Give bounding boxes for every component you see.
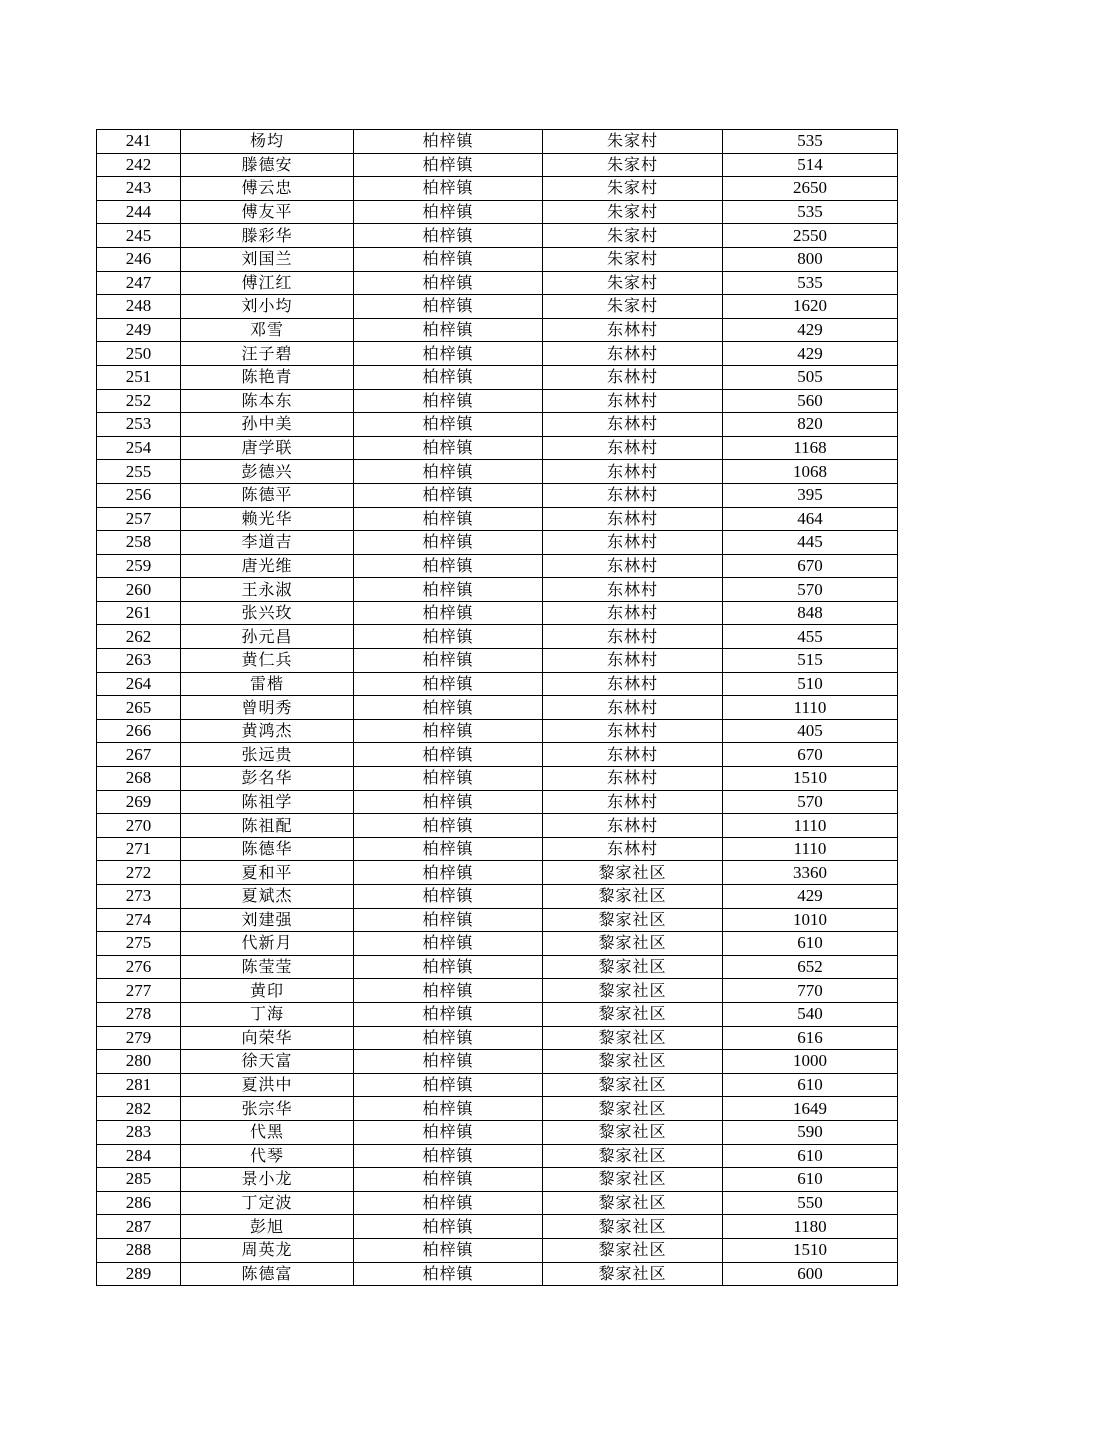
table-row — [97, 861, 898, 885]
table-row — [97, 790, 898, 814]
amount-cell: 610 — [723, 1144, 898, 1168]
village-cell: 黎家社区 — [543, 1002, 723, 1026]
village-cell: 黎家社区 — [543, 908, 723, 932]
row-number-cell: 268 — [97, 767, 181, 791]
village-cell: 朱家村 — [543, 130, 723, 154]
town-cell: 柏梓镇 — [354, 130, 543, 154]
row-number-cell: 267 — [97, 743, 181, 767]
village-cell: 东林村 — [543, 578, 723, 602]
name-cell: 傅云忠 — [181, 177, 354, 201]
amount-cell: 1510 — [723, 767, 898, 791]
row-number-cell: 255 — [97, 460, 181, 484]
row-number-cell: 263 — [97, 649, 181, 673]
row-number-cell: 245 — [97, 224, 181, 248]
row-number-cell: 251 — [97, 365, 181, 389]
amount-cell: 1649 — [723, 1097, 898, 1121]
table-row — [97, 696, 898, 720]
amount-cell: 1510 — [723, 1238, 898, 1262]
row-number-cell: 286 — [97, 1191, 181, 1215]
amount-cell: 820 — [723, 413, 898, 437]
row-number-cell: 269 — [97, 790, 181, 814]
name-cell: 黄鸿杰 — [181, 719, 354, 743]
table-row — [97, 531, 898, 555]
name-cell: 向荣华 — [181, 1026, 354, 1050]
amount-cell: 535 — [723, 130, 898, 154]
town-cell: 柏梓镇 — [354, 578, 543, 602]
amount-cell: 610 — [723, 932, 898, 956]
table-row — [97, 1238, 898, 1262]
row-number-cell: 252 — [97, 389, 181, 413]
village-cell: 东林村 — [543, 389, 723, 413]
row-number-cell: 289 — [97, 1262, 181, 1286]
name-cell: 丁定波 — [181, 1191, 354, 1215]
amount-cell: 505 — [723, 365, 898, 389]
amount-cell: 570 — [723, 578, 898, 602]
village-cell: 东林村 — [543, 837, 723, 861]
town-cell: 柏梓镇 — [354, 1026, 543, 1050]
amount-cell: 395 — [723, 483, 898, 507]
village-cell: 东林村 — [543, 743, 723, 767]
row-number-cell: 264 — [97, 672, 181, 696]
name-cell: 张兴玫 — [181, 601, 354, 625]
table-row — [97, 153, 898, 177]
village-cell: 朱家村 — [543, 224, 723, 248]
row-number-cell: 276 — [97, 955, 181, 979]
row-number-cell: 280 — [97, 1050, 181, 1074]
town-cell: 柏梓镇 — [354, 696, 543, 720]
table-row — [97, 1144, 898, 1168]
row-number-cell: 283 — [97, 1120, 181, 1144]
village-cell: 黎家社区 — [543, 1215, 723, 1239]
data-table — [96, 129, 898, 1286]
name-cell: 曾明秀 — [181, 696, 354, 720]
village-cell: 黎家社区 — [543, 1238, 723, 1262]
village-cell: 黎家社区 — [543, 979, 723, 1003]
table-row — [97, 1050, 898, 1074]
town-cell: 柏梓镇 — [354, 979, 543, 1003]
name-cell: 彭旭 — [181, 1215, 354, 1239]
table-row — [97, 908, 898, 932]
town-cell: 柏梓镇 — [354, 483, 543, 507]
row-number-cell: 288 — [97, 1238, 181, 1262]
amount-cell: 670 — [723, 743, 898, 767]
table-row — [97, 271, 898, 295]
town-cell: 柏梓镇 — [354, 413, 543, 437]
name-cell: 陈艳青 — [181, 365, 354, 389]
village-cell: 东林村 — [543, 649, 723, 673]
amount-cell: 770 — [723, 979, 898, 1003]
row-number-cell: 271 — [97, 837, 181, 861]
town-cell: 柏梓镇 — [354, 625, 543, 649]
amount-cell: 510 — [723, 672, 898, 696]
town-cell: 柏梓镇 — [354, 1050, 543, 1074]
table-row — [97, 649, 898, 673]
town-cell: 柏梓镇 — [354, 885, 543, 909]
name-cell: 傅江红 — [181, 271, 354, 295]
amount-cell: 535 — [723, 271, 898, 295]
village-cell: 东林村 — [543, 531, 723, 555]
town-cell: 柏梓镇 — [354, 767, 543, 791]
row-number-cell: 254 — [97, 436, 181, 460]
amount-cell: 535 — [723, 200, 898, 224]
town-cell: 柏梓镇 — [354, 672, 543, 696]
village-cell: 朱家村 — [543, 153, 723, 177]
table-row — [97, 460, 898, 484]
table-row — [97, 318, 898, 342]
row-number-cell: 261 — [97, 601, 181, 625]
table-row — [97, 224, 898, 248]
name-cell: 汪子碧 — [181, 342, 354, 366]
row-number-cell: 279 — [97, 1026, 181, 1050]
town-cell: 柏梓镇 — [354, 719, 543, 743]
town-cell: 柏梓镇 — [354, 153, 543, 177]
row-number-cell: 270 — [97, 814, 181, 838]
amount-cell: 550 — [723, 1191, 898, 1215]
row-number-cell: 242 — [97, 153, 181, 177]
town-cell: 柏梓镇 — [354, 342, 543, 366]
name-cell: 刘国兰 — [181, 247, 354, 271]
town-cell: 柏梓镇 — [354, 601, 543, 625]
village-cell: 黎家社区 — [543, 1026, 723, 1050]
name-cell: 景小龙 — [181, 1168, 354, 1192]
town-cell: 柏梓镇 — [354, 554, 543, 578]
name-cell: 夏和平 — [181, 861, 354, 885]
table-row — [97, 1191, 898, 1215]
town-cell: 柏梓镇 — [354, 531, 543, 555]
village-cell: 东林村 — [543, 436, 723, 460]
amount-cell: 610 — [723, 1073, 898, 1097]
name-cell: 邓雪 — [181, 318, 354, 342]
village-cell: 东林村 — [543, 672, 723, 696]
row-number-cell: 282 — [97, 1097, 181, 1121]
table-row — [97, 200, 898, 224]
table-row — [97, 672, 898, 696]
row-number-cell: 257 — [97, 507, 181, 531]
village-cell: 黎家社区 — [543, 932, 723, 956]
town-cell: 柏梓镇 — [354, 1002, 543, 1026]
amount-cell: 1180 — [723, 1215, 898, 1239]
town-cell: 柏梓镇 — [354, 1238, 543, 1262]
town-cell: 柏梓镇 — [354, 790, 543, 814]
amount-cell: 800 — [723, 247, 898, 271]
name-cell: 孙中美 — [181, 413, 354, 437]
row-number-cell: 262 — [97, 625, 181, 649]
name-cell: 丁海 — [181, 1002, 354, 1026]
village-cell: 朱家村 — [543, 247, 723, 271]
amount-cell: 560 — [723, 389, 898, 413]
row-number-cell: 249 — [97, 318, 181, 342]
town-cell: 柏梓镇 — [354, 743, 543, 767]
row-number-cell: 247 — [97, 271, 181, 295]
amount-cell: 570 — [723, 790, 898, 814]
name-cell: 刘小均 — [181, 295, 354, 319]
name-cell: 黄仁兵 — [181, 649, 354, 673]
village-cell: 黎家社区 — [543, 861, 723, 885]
amount-cell: 429 — [723, 885, 898, 909]
name-cell: 唐光维 — [181, 554, 354, 578]
table-row — [97, 130, 898, 154]
row-number-cell: 265 — [97, 696, 181, 720]
town-cell: 柏梓镇 — [354, 1073, 543, 1097]
table-row — [97, 955, 898, 979]
village-cell: 东林村 — [543, 483, 723, 507]
table-row — [97, 625, 898, 649]
village-cell: 黎家社区 — [543, 885, 723, 909]
village-cell: 东林村 — [543, 365, 723, 389]
table-row — [97, 1120, 898, 1144]
village-cell: 东林村 — [543, 767, 723, 791]
village-cell: 东林村 — [543, 413, 723, 437]
name-cell: 徐天富 — [181, 1050, 354, 1074]
town-cell: 柏梓镇 — [354, 389, 543, 413]
row-number-cell: 266 — [97, 719, 181, 743]
name-cell: 唐学联 — [181, 436, 354, 460]
table-row — [97, 932, 898, 956]
row-number-cell: 244 — [97, 200, 181, 224]
table-row — [97, 719, 898, 743]
amount-cell: 3360 — [723, 861, 898, 885]
row-number-cell: 256 — [97, 483, 181, 507]
town-cell: 柏梓镇 — [354, 1120, 543, 1144]
name-cell: 李道吉 — [181, 531, 354, 555]
town-cell: 柏梓镇 — [354, 200, 543, 224]
table-row — [97, 554, 898, 578]
village-cell: 黎家社区 — [543, 1120, 723, 1144]
name-cell: 陈祖学 — [181, 790, 354, 814]
town-cell: 柏梓镇 — [354, 837, 543, 861]
name-cell: 代黑 — [181, 1120, 354, 1144]
amount-cell: 1068 — [723, 460, 898, 484]
table-row — [97, 1073, 898, 1097]
name-cell: 夏洪中 — [181, 1073, 354, 1097]
table-row — [97, 743, 898, 767]
name-cell: 代新月 — [181, 932, 354, 956]
town-cell: 柏梓镇 — [354, 1262, 543, 1286]
name-cell: 杨均 — [181, 130, 354, 154]
row-number-cell: 243 — [97, 177, 181, 201]
name-cell: 王永淑 — [181, 578, 354, 602]
amount-cell: 429 — [723, 342, 898, 366]
amount-cell: 590 — [723, 1120, 898, 1144]
town-cell: 柏梓镇 — [354, 861, 543, 885]
table-row — [97, 885, 898, 909]
village-cell: 东林村 — [543, 460, 723, 484]
name-cell: 张远贵 — [181, 743, 354, 767]
village-cell: 黎家社区 — [543, 1050, 723, 1074]
village-cell: 朱家村 — [543, 200, 723, 224]
amount-cell: 405 — [723, 719, 898, 743]
name-cell: 代琴 — [181, 1144, 354, 1168]
amount-cell: 610 — [723, 1168, 898, 1192]
town-cell: 柏梓镇 — [354, 365, 543, 389]
village-cell: 东林村 — [543, 601, 723, 625]
town-cell: 柏梓镇 — [354, 271, 543, 295]
name-cell: 刘建强 — [181, 908, 354, 932]
village-cell: 黎家社区 — [543, 1262, 723, 1286]
amount-cell: 616 — [723, 1026, 898, 1050]
row-number-cell: 258 — [97, 531, 181, 555]
name-cell: 周英龙 — [181, 1238, 354, 1262]
name-cell: 陈本东 — [181, 389, 354, 413]
village-cell: 东林村 — [543, 554, 723, 578]
village-cell: 东林村 — [543, 342, 723, 366]
row-number-cell: 285 — [97, 1168, 181, 1192]
row-number-cell: 281 — [97, 1073, 181, 1097]
row-number-cell: 278 — [97, 1002, 181, 1026]
name-cell: 彭德兴 — [181, 460, 354, 484]
table-row — [97, 507, 898, 531]
town-cell: 柏梓镇 — [354, 247, 543, 271]
amount-cell: 429 — [723, 318, 898, 342]
name-cell: 黄印 — [181, 979, 354, 1003]
village-cell: 黎家社区 — [543, 1097, 723, 1121]
amount-cell: 848 — [723, 601, 898, 625]
name-cell: 陈德平 — [181, 483, 354, 507]
amount-cell: 514 — [723, 153, 898, 177]
village-cell: 黎家社区 — [543, 1073, 723, 1097]
town-cell: 柏梓镇 — [354, 436, 543, 460]
table-row — [97, 413, 898, 437]
village-cell: 东林村 — [543, 507, 723, 531]
table-row — [97, 979, 898, 1003]
village-cell: 东林村 — [543, 814, 723, 838]
name-cell: 陈德富 — [181, 1262, 354, 1286]
table-row — [97, 365, 898, 389]
table-row — [97, 578, 898, 602]
amount-cell: 1010 — [723, 908, 898, 932]
row-number-cell: 275 — [97, 932, 181, 956]
name-cell: 夏斌杰 — [181, 885, 354, 909]
table-row — [97, 601, 898, 625]
table-row — [97, 814, 898, 838]
amount-cell: 670 — [723, 554, 898, 578]
row-number-cell: 287 — [97, 1215, 181, 1239]
village-cell: 东林村 — [543, 318, 723, 342]
town-cell: 柏梓镇 — [354, 1168, 543, 1192]
table-row — [97, 342, 898, 366]
row-number-cell: 259 — [97, 554, 181, 578]
town-cell: 柏梓镇 — [354, 460, 543, 484]
name-cell: 陈莹莹 — [181, 955, 354, 979]
town-cell: 柏梓镇 — [354, 649, 543, 673]
village-cell: 朱家村 — [543, 177, 723, 201]
table-row — [97, 295, 898, 319]
row-number-cell: 272 — [97, 861, 181, 885]
name-cell: 陈祖配 — [181, 814, 354, 838]
amount-cell: 464 — [723, 507, 898, 531]
village-cell: 黎家社区 — [543, 1191, 723, 1215]
name-cell: 滕彩华 — [181, 224, 354, 248]
name-cell: 滕德安 — [181, 153, 354, 177]
amount-cell: 445 — [723, 531, 898, 555]
amount-cell: 455 — [723, 625, 898, 649]
table-row — [97, 177, 898, 201]
village-cell: 东林村 — [543, 625, 723, 649]
amount-cell: 1110 — [723, 696, 898, 720]
table-row — [97, 483, 898, 507]
amount-cell: 1110 — [723, 837, 898, 861]
village-cell: 东林村 — [543, 790, 723, 814]
town-cell: 柏梓镇 — [354, 908, 543, 932]
row-number-cell: 248 — [97, 295, 181, 319]
name-cell: 赖光华 — [181, 507, 354, 531]
amount-cell: 2550 — [723, 224, 898, 248]
amount-cell: 652 — [723, 955, 898, 979]
row-number-cell: 277 — [97, 979, 181, 1003]
town-cell: 柏梓镇 — [354, 177, 543, 201]
amount-cell: 1110 — [723, 814, 898, 838]
row-number-cell: 274 — [97, 908, 181, 932]
village-cell: 东林村 — [543, 696, 723, 720]
village-cell: 朱家村 — [543, 271, 723, 295]
row-number-cell: 253 — [97, 413, 181, 437]
name-cell: 陈德华 — [181, 837, 354, 861]
name-cell: 傅友平 — [181, 200, 354, 224]
village-cell: 朱家村 — [543, 295, 723, 319]
name-cell: 孙元昌 — [181, 625, 354, 649]
amount-cell: 2650 — [723, 177, 898, 201]
table-row — [97, 389, 898, 413]
table-row — [97, 1262, 898, 1286]
amount-cell: 1620 — [723, 295, 898, 319]
village-cell: 黎家社区 — [543, 1144, 723, 1168]
row-number-cell: 250 — [97, 342, 181, 366]
amount-cell: 515 — [723, 649, 898, 673]
table-row — [97, 1097, 898, 1121]
amount-cell: 1168 — [723, 436, 898, 460]
town-cell: 柏梓镇 — [354, 1144, 543, 1168]
town-cell: 柏梓镇 — [354, 318, 543, 342]
table-row — [97, 1215, 898, 1239]
village-cell: 黎家社区 — [543, 1168, 723, 1192]
town-cell: 柏梓镇 — [354, 507, 543, 531]
table-row — [97, 767, 898, 791]
town-cell: 柏梓镇 — [354, 955, 543, 979]
table-row — [97, 1168, 898, 1192]
table-body — [97, 130, 898, 1286]
row-number-cell: 260 — [97, 578, 181, 602]
town-cell: 柏梓镇 — [354, 224, 543, 248]
town-cell: 柏梓镇 — [354, 295, 543, 319]
town-cell: 柏梓镇 — [354, 814, 543, 838]
name-cell: 彭名华 — [181, 767, 354, 791]
town-cell: 柏梓镇 — [354, 932, 543, 956]
village-cell: 黎家社区 — [543, 955, 723, 979]
row-number-cell: 246 — [97, 247, 181, 271]
table-row — [97, 1026, 898, 1050]
row-number-cell: 284 — [97, 1144, 181, 1168]
name-cell: 张宗华 — [181, 1097, 354, 1121]
table-row — [97, 837, 898, 861]
table-row — [97, 247, 898, 271]
amount-cell: 1000 — [723, 1050, 898, 1074]
amount-cell: 540 — [723, 1002, 898, 1026]
table-row — [97, 436, 898, 460]
town-cell: 柏梓镇 — [354, 1215, 543, 1239]
town-cell: 柏梓镇 — [354, 1191, 543, 1215]
row-number-cell: 241 — [97, 130, 181, 154]
amount-cell: 600 — [723, 1262, 898, 1286]
row-number-cell: 273 — [97, 885, 181, 909]
town-cell: 柏梓镇 — [354, 1097, 543, 1121]
name-cell: 雷楷 — [181, 672, 354, 696]
table-row — [97, 1002, 898, 1026]
village-cell: 东林村 — [543, 719, 723, 743]
